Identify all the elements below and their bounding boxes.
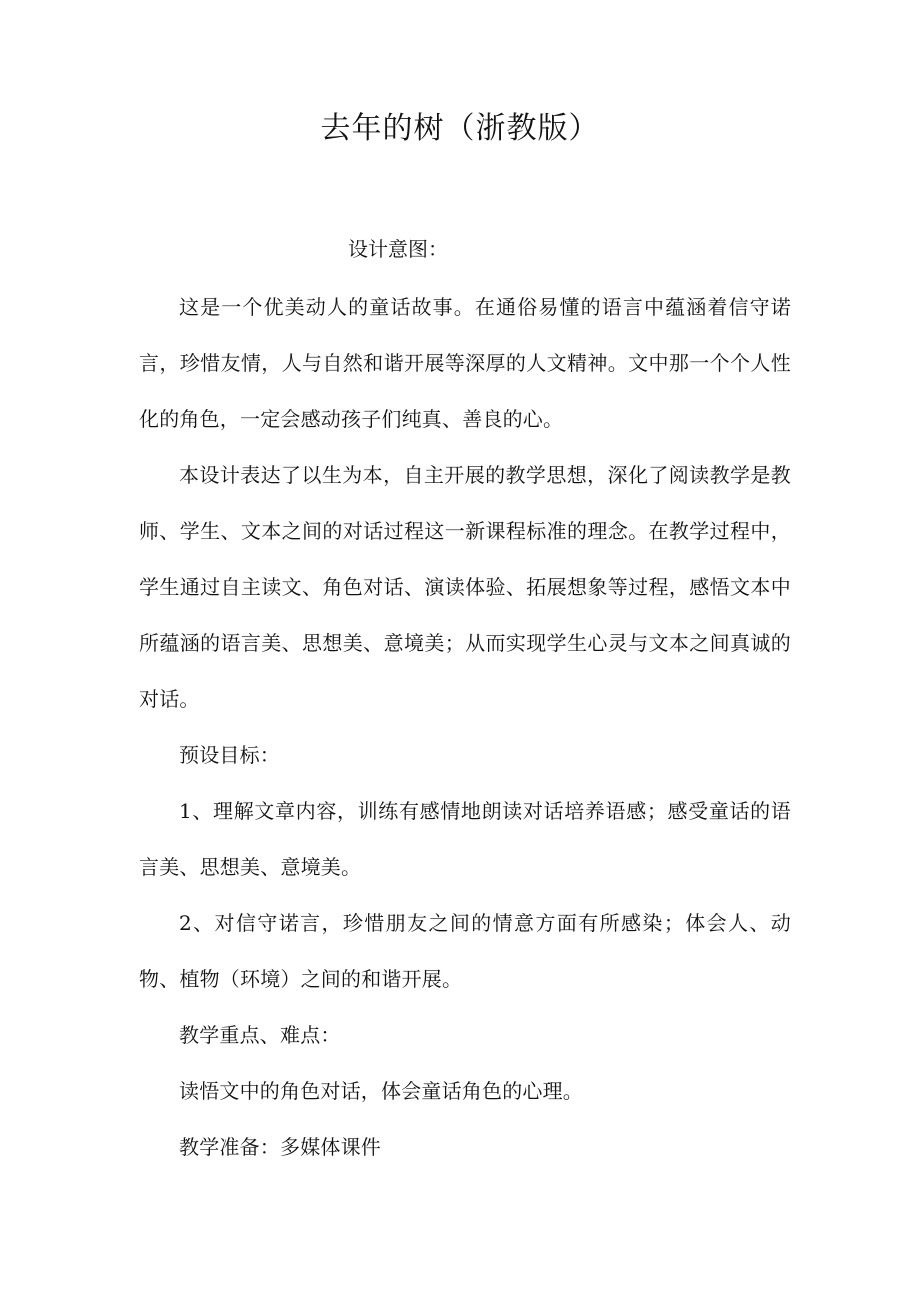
goal-item-1: 1、理解文章内容，训练有感情地朗读对话培养语感；感受童话的语言美、思想美、意境美。 xyxy=(139,799,791,879)
document-title: 去年的树（浙教版） xyxy=(320,111,600,146)
key-points-heading: 教学重点、难点： xyxy=(179,1023,341,1047)
intro-paragraph: 这是一个优美动人的童话故事。在通俗易懂的语言中蕴涵着信守诺言，珍惜友情，人与自然和谐开展等深厚的人文精神。文中那一个个人性化的角色，一定会感动孩子们纯真、善良的心。 xyxy=(139,295,791,431)
teaching-preparation: 教学准备：多媒体课件 xyxy=(179,1135,381,1159)
design-intent-heading: 设计意图： xyxy=(348,237,448,261)
key-points-text: 读悟文中的角色对话，体会童话角色的心理。 xyxy=(179,1079,583,1103)
goals-heading: 预设目标： xyxy=(179,743,280,767)
goal-item-2: 2、对信守诺言，珍惜朋友之间的情意方面有所感染；体会人、动物、植物（环境）之间的和谐开展。 xyxy=(139,911,791,991)
design-paragraph: 本设计表达了以生为本，自主开展的教学思想，深化了阅读教学是教师、学生、文本之间的对话过程这一新课程标准的理念。在教学过程中，学生通过自主读文、角色对话、演读体验、拓展想象等过程，感悟文本中所蕴涵的语言美、思想美、意境美；从而实现学生心灵与文本之间真诚的对话。 xyxy=(139,463,791,711)
